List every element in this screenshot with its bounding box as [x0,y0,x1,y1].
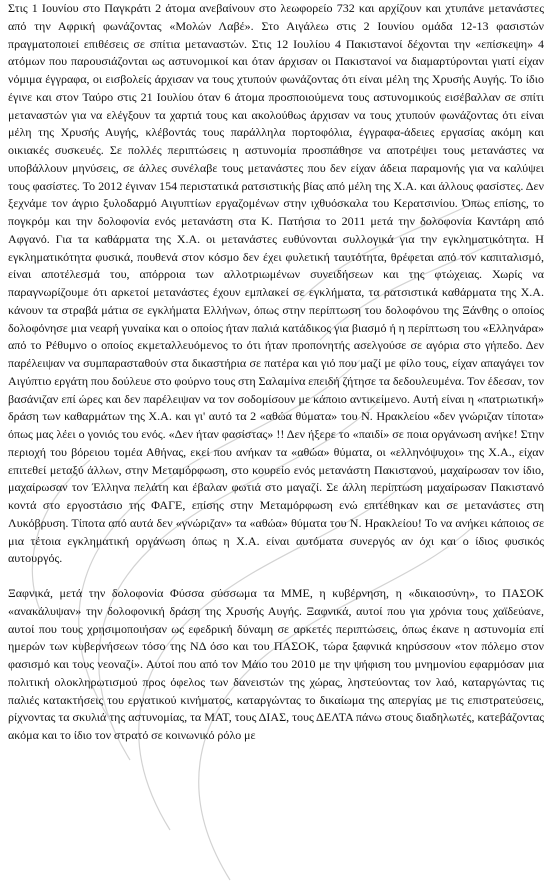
document-text [8,0,544,745]
paragraph-1: Στις 1 Ιουνίου στο Παγκράτι 2 άτομα ανεβαίνουν στο λεωφορείο 732 και αρχίζουν και χτυπάνε μετανάστες από την Αφρική φωνάζοντας «Μολών Λαβέ». Στο Αιγάλεω στις 2 Ιουνίου ομάδα 12-13 φασιστών πραγματοποιεί επιθέσεις σε σπίτια μεταναστών. Στις 12 Ιουλίου 4 Πακιστανοί δέχονται την «επίσκεψη» 4 ατόμων που παρουσιάζονται ως αστυνομικοί και όταν άρχισαν οι Πακιστανοί να διαμαρτύρονται γιατί είχαν νόμιμα έγγραφα, οι εισβολείς άρχισαν να τους χτυπούν φωνάζοντας ότι είναι μέλη της Χρυσής Αυγής. Το ίδιο έγινε και στον Ταύρο στις 21 Ιουλίου όταν 6 άτομα προσποιούμενα τους αστυνομικούς εισέβαλλαν σε σπίτι μεταναστών για να ελέγξουν τα χαρτιά τους και ακολούθως άρχισαν να τους χτυπούν φωνάζοντας ότι είναι μέλη της Χρυσής Αυγής, κλέβοντάς τους παράλληλα πορτοφόλια, έγγραφα-άδειες εργασίας ακόμη και οικιακές συσκευές. Σε πολλές περιπτώσεις η αστυνομία προσπάθησε να αποτρέψει τους μετανάστες να υποβάλλουν μηνύσεις, σε άλλες συνέλαβε τους μετανάστες που δεν είχαν άδεια παραμονής για να καλύψει τους φασίστες. Το 2012 έγιναν 154 περιστατικά ρατσιστικής βίας από μέλη της Χ.Α. και άλλους φασίστες. Δεν ξεχνάμε τον άγριο ξυλοδαρμό Αιγυπτίων εργαζομένων στην ιχθυόσκαλα του Κερατσινίου. Όπως επίσης, το πογκρόμ και την δολοφονία ενός μετανάστη στα Κ. Πατήσια το 2011 μετά την δολοφονία Καντάρη από Αφγανό. Για τα καθάρματα της Χ.Α. οι μετανάστες ευθύνονται συλλογικά για την εγκληματικότητα. Η εγκληματικότητα φυσικά, πουθενά στον κόσμο δεν έχει φυλετική ταυτότητα, θρέφεται από τον καπιταλισμό, είναι αποτέλεσμά του, απόρροια των αλλοτριωμένων συνειδήσεων και της φτώχειας. Χωρίς να παραγνωρίζουμε ότι αρκετοί μετανάστες έχουν εμπλακεί σε εγκλήματα, τα ρατσιστικά καθάρματα της Χ.Α. κάνουν τα στραβά μάτια σε εγκλήματα Ελλήνων, όπως στην περίπτωση του δολοφόνου της Ξάνθης ο οποίος δολοφόνησε μια νεαρή γυναίκα και ο οποίος ήταν παλιά κατάδικος για βιασμό ή η περίπτωση του «Ελληνάρα» από το Ρέθυμνο ο οποίος εκμεταλλευόμενος το ότι ήταν προπονητής ασελγούσε σε αγόρια στο γήπεδο. Δεν παρέλειψαν να συμπαρασταθούν στα δικαστήρια σε πατέρα και γιό που μαζί με φίλο τους, είχαν απαγάγει τον Αιγύπτιο εργάτη που δούλευε στο φούρνο τους στη Σαλαμίνα επειδή ζήτησε τα δεδουλευμένα. Τον έδεσαν, τον βασάνιζαν επί ώρες και δεν παρέλειψαν να τον σοδομίσουν με κάποιο αντικείμενο. Αυτή είναι η «πατριωτική» δράση των καθαρμάτων της Χ.Α. και γι' αυτό τα 2 «αθώα θύματα» του Ν. Ηρακλείου «δεν γνώριζαν τίποτα» όπως μας λέει ο γονιός του ενός. «Δεν ήταν φασίστας» !! Δεν ήξερε το «παιδί» σε ποια οργάνωση ανήκε! Στην περιοχή του βόρειου τομέα Αθήνας, εκεί που ανήκαν τα «αθώα» θύματα, οι «ελληνόψυχοι» της Χ.Α., είχαν επιτεθεί μεταξύ άλλων, στην Μεταμόρφωση, στο κουρείο ενός μετανάστη Πακιστανού, μαχαίρωσαν τον ίδιο, μαχαίρωσαν τον Έλληνα πελάτη και έβαλαν φωτιά στο μαγαζί. Σε άλλη περίπτωση μαχαίρωσαν Πακιστανό κοντά στο εργοστάσιο της ΦΑΓΕ, επίσης στην Μεταμόρφωση ενώ επιτέθηκαν και σε μετανάστες στη Λυκόβρυση. Τίποτα από αυτά δεν «γνώριζαν» τα «αθώα» θύματα του Ν. Ηρακλείου! Το να ανήκει κάποιος σε μια τέτοια εγκληματική οργάνωση όπως η Χ.Α. είναι αυτόματα συνεργός αν όχι και ο ίδιος φυσικός αυτουργός. [8,1,544,566]
paragraph-2: Ξαφνικά, μετά την δολοφονία Φύσσα σύσσωμα τα ΜΜΕ, η κυβέρνηση, η «δικαιοσύνη», το ΠΑΣΟΚ «ανακάλυψαν» την δολοφονική δράση της Χρυσής Αυγής. Ξαφνικά, αυτοί που για χρόνια τους χαϊδεύανε, αυτοί που τους χρησιμοποιήσαν ως εφεδρική δύναμη σε αρκετές περιπτώσεις, όπως έκανε η αστυνομία επί ημερών των κυβερνήσεων τόσο της ΝΔ όσο και του ΠΑΣΟΚ, τώρα ξαφνικά κηρύσσουν «τον πόλεμο στον φασισμό και τους νεοναζί». Αυτοί που από τον Μάιο του 2010 με την ψήφιση του μνημονίου εφαρμόσαν μια πολιτική ολοκληρωτισμού προς όφελος των δανειστών της χώρας, ληστεύοντας τον λαό, καταργώντας τις παλιές κατακτήσεις του εργατικού κινήματος, καταργώντας το δικαίωμα της απεργίας με τις επιστρατεύσεις, ρίχνοντας τα σκυλιά της αστυνομίας, τα ΜΑΤ, τους ΔΙΑΣ, τους ΔΕΛΤΑ πάνω στους διαδηλωτές, κατεβάζοντας ακόμα και το ίδιο τον στρατό σε κοινωνικό ρόλο με [8,586,544,742]
